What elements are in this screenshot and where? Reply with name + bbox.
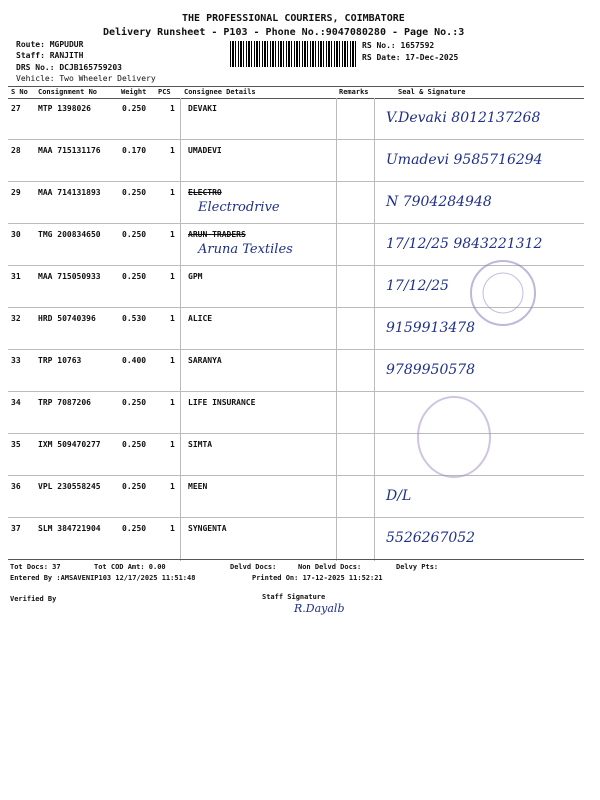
weight: 0.170 — [122, 146, 147, 155]
row-sno: 35 — [11, 440, 21, 449]
table-row — [8, 392, 584, 434]
col-remarks: Remarks — [339, 88, 369, 96]
handwritten-signature: 9789950578 — [386, 362, 476, 378]
col-pcs: PCS — [158, 88, 171, 96]
pcs: 1 — [170, 146, 175, 155]
total-docs: Tot Docs: 37 — [10, 563, 61, 571]
non-delivered-docs: Non Delvd Docs: — [298, 563, 362, 571]
consignment-number: HRD 50740396 — [38, 314, 96, 323]
col-consignee: Consignee Details — [184, 88, 256, 96]
consignment-number: IXM 509470277 — [38, 440, 101, 449]
consignment-number: TMG 200834650 — [38, 230, 101, 239]
consignment-number: TRP 10763 — [38, 356, 82, 365]
row-sno: 31 — [11, 272, 21, 281]
table-row — [8, 182, 584, 224]
consignee-name: ALICE — [188, 314, 213, 323]
col-seal: Seal & Signature — [398, 88, 466, 96]
weight: 0.250 — [122, 230, 147, 239]
consignee-name: SYNGENTA — [188, 524, 227, 533]
drs-number: DRS No.: DCJB165759203 — [16, 63, 122, 72]
weight: 0.400 — [122, 356, 147, 365]
delivery-points: Delvy Pts: — [396, 563, 439, 571]
row-sno: 32 — [11, 314, 21, 323]
weight: 0.250 — [122, 440, 147, 449]
table-row — [8, 98, 584, 140]
col-consignment: Consignment No — [38, 88, 98, 96]
barcode — [230, 41, 358, 67]
staff: Staff: RANJITH — [16, 51, 84, 60]
pcs: 1 — [170, 230, 175, 239]
consignee-name: ELECTRO — [188, 188, 222, 197]
consignee-name: SIMTA — [188, 440, 213, 449]
weight: 0.250 — [122, 482, 147, 491]
row-sno: 29 — [11, 188, 21, 197]
consignment-number: MAA 715131176 — [38, 146, 101, 155]
footer-divider — [8, 559, 584, 560]
seal-stamp — [414, 392, 494, 492]
table-row — [8, 140, 584, 182]
pcs: 1 — [170, 440, 175, 449]
delivered-docs: Delvd Docs: — [230, 563, 277, 571]
weight: 0.250 — [122, 272, 147, 281]
consignment-number: MTP 1398026 — [38, 104, 91, 113]
pcs: 1 — [170, 398, 175, 407]
row-sno: 36 — [11, 482, 21, 491]
handwritten-signature: 5526267052 — [386, 530, 476, 546]
company-name: THE PROFESSIONAL COURIERS, COIMBATORE — [182, 13, 405, 24]
weight: 0.530 — [122, 314, 147, 323]
weight: 0.250 — [122, 104, 147, 113]
handwritten-signature: D/L — [386, 488, 412, 504]
col-sno: S No — [11, 88, 28, 96]
pcs: 1 — [170, 524, 175, 533]
col-weight: Weight — [121, 88, 147, 96]
row-sno: 30 — [11, 230, 21, 239]
row-sno: 27 — [11, 104, 21, 113]
weight: 0.250 — [122, 398, 147, 407]
verified-by: Verified By — [10, 595, 57, 603]
handwritten-signature: 17/12/25 — [386, 278, 449, 294]
consignment-number: MAA 715050933 — [38, 272, 101, 281]
pcs: 1 — [170, 356, 175, 365]
rs-date: RS Date: 17-Dec-2025 — [362, 53, 459, 62]
pcs: 1 — [170, 188, 175, 197]
entered-by: Entered By :AMSAVENIP103 12/17/2025 11:51:48 — [10, 574, 196, 582]
handwritten-signature: 17/12/25 9843221312 — [386, 236, 543, 252]
rs-number: RS No.: 1657592 — [362, 41, 435, 50]
consignee-name: UMADEVI — [188, 146, 222, 155]
row-sno: 34 — [11, 398, 21, 407]
handwritten-signature: Umadevi 9585716294 — [386, 152, 543, 168]
consignee-name: MEEN — [188, 482, 208, 491]
pcs: 1 — [170, 314, 175, 323]
handwritten-signature: 9159913478 — [386, 320, 476, 336]
table-row — [8, 350, 584, 392]
route: Route: MGPUDUR — [16, 40, 84, 49]
company-seal-stamp — [468, 258, 538, 328]
table-row — [8, 476, 584, 518]
handwritten-signature: V.Devaki 8012137268 — [386, 110, 541, 126]
consignment-number: VPL 230558245 — [38, 482, 101, 491]
consignee-name: LIFE INSURANCE — [188, 398, 256, 407]
consignment-number: SLM 384721904 — [38, 524, 101, 533]
printed-on: Printed On: 17-12-2025 11:52:21 — [252, 574, 383, 582]
pcs: 1 — [170, 104, 175, 113]
pcs: 1 — [170, 272, 175, 281]
row-sno: 28 — [11, 146, 21, 155]
staff-signature-label: Staff Signature — [262, 593, 326, 601]
consignee-name: DEVAKI — [188, 104, 217, 113]
consignee-name: ARUN TRADERS — [188, 230, 246, 239]
handwritten-consignee: Electrodrive — [198, 200, 280, 215]
total-cod: Tot COD Amt: 0.00 — [94, 563, 166, 571]
table-row — [8, 518, 584, 560]
consignment-number: TRP 7087206 — [38, 398, 91, 407]
weight: 0.250 — [122, 524, 147, 533]
consignee-name: SARANYA — [188, 356, 222, 365]
staff-signature: R.Dayalb — [294, 602, 345, 615]
vehicle: Vehicle: Two Wheeler Delivery — [16, 74, 156, 83]
weight: 0.250 — [122, 188, 147, 197]
row-sno: 37 — [11, 524, 21, 533]
row-sno: 33 — [11, 356, 21, 365]
handwritten-signature: N 7904284948 — [386, 194, 492, 210]
table-row — [8, 434, 584, 476]
consignment-number: MAA 714131893 — [38, 188, 101, 197]
handwritten-consignee: Aruna Textiles — [198, 242, 293, 257]
consignee-name: GPM — [188, 272, 203, 281]
pcs: 1 — [170, 482, 175, 491]
runsheet-subtitle: Delivery Runsheet - P103 - Phone No.:9047080280 - Page No.:3 — [103, 27, 465, 38]
